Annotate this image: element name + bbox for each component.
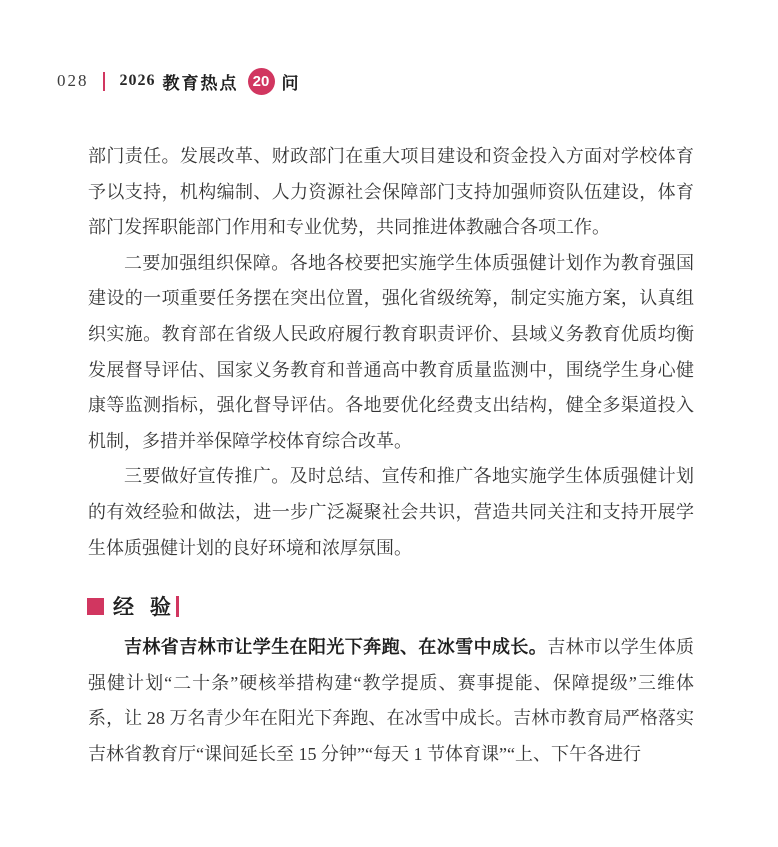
section-heading-text: 经 验 xyxy=(113,596,172,620)
page-header xyxy=(57,67,299,95)
experience-paragraph xyxy=(88,630,694,772)
paragraph-publicity: 三要做好宣传推广。及时总结、宣传和推广各地实施学生体质强健计划的有效经验和做法，进一步广泛凝聚社会共识，营造共同关注和支持开展学生体质强健计划的良好环境和浓厚氛围。 xyxy=(88,466,694,558)
section-bar-marker xyxy=(176,596,179,617)
book-title-suffix: 问 xyxy=(281,73,299,93)
text-column xyxy=(88,139,694,773)
paragraph-continuation: 部门责任。发展改革、财政部门在重大项目建设和资金投入方面对学校体育予以支持，机构编制、人力资源社会保障部门支持加强师资队伍建设，体育部门发挥职能部门作用和专业优势，共同推进体教融合各项工作。 xyxy=(88,146,694,238)
experience-lead-sentence: 吉林省吉林市让学生在阳光下奔跑、在冰雪中成长。 xyxy=(124,637,548,658)
page-number: 028 xyxy=(57,71,89,90)
paragraph-organizational-support: 二要加强组织保障。各地各校要把实施学生体质强健计划作为教育强国建设的一项重要任务摆在突出位置，强化省级统筹，制定实施方案，认真组织实施。教育部在省级人民政府履行教育职责评价、县域义务教育优质均衡发展督导评估、国家义务教育和普通高中教育质量监测中，围绕学生身心健康等监测指标，强化督导评估。各地要优化经费支出结构，健全多渠道投入机制，多措并举保障学校体育综合改革。 xyxy=(88,252,694,451)
experience-body-text: 吉林市以学生体质强健计划“二十条”硬核举措构建“教学提质、赛事提能、保障提级”三维体系，让 28 万名青少年在阳光下奔跑、在冰雪中成长。吉林市教育局严格落实吉林省教育厅“课间延长至 15 分钟”“每天 1 节体育课”“上、下午各进行 xyxy=(88,637,695,764)
badge-circle-20: 20 xyxy=(248,68,275,95)
section-heading-experience xyxy=(87,593,694,619)
book-series-title: 教育热点 xyxy=(162,73,239,93)
header-divider xyxy=(103,72,105,91)
section-square-marker xyxy=(87,598,104,615)
book-year: 2026 xyxy=(119,72,156,89)
